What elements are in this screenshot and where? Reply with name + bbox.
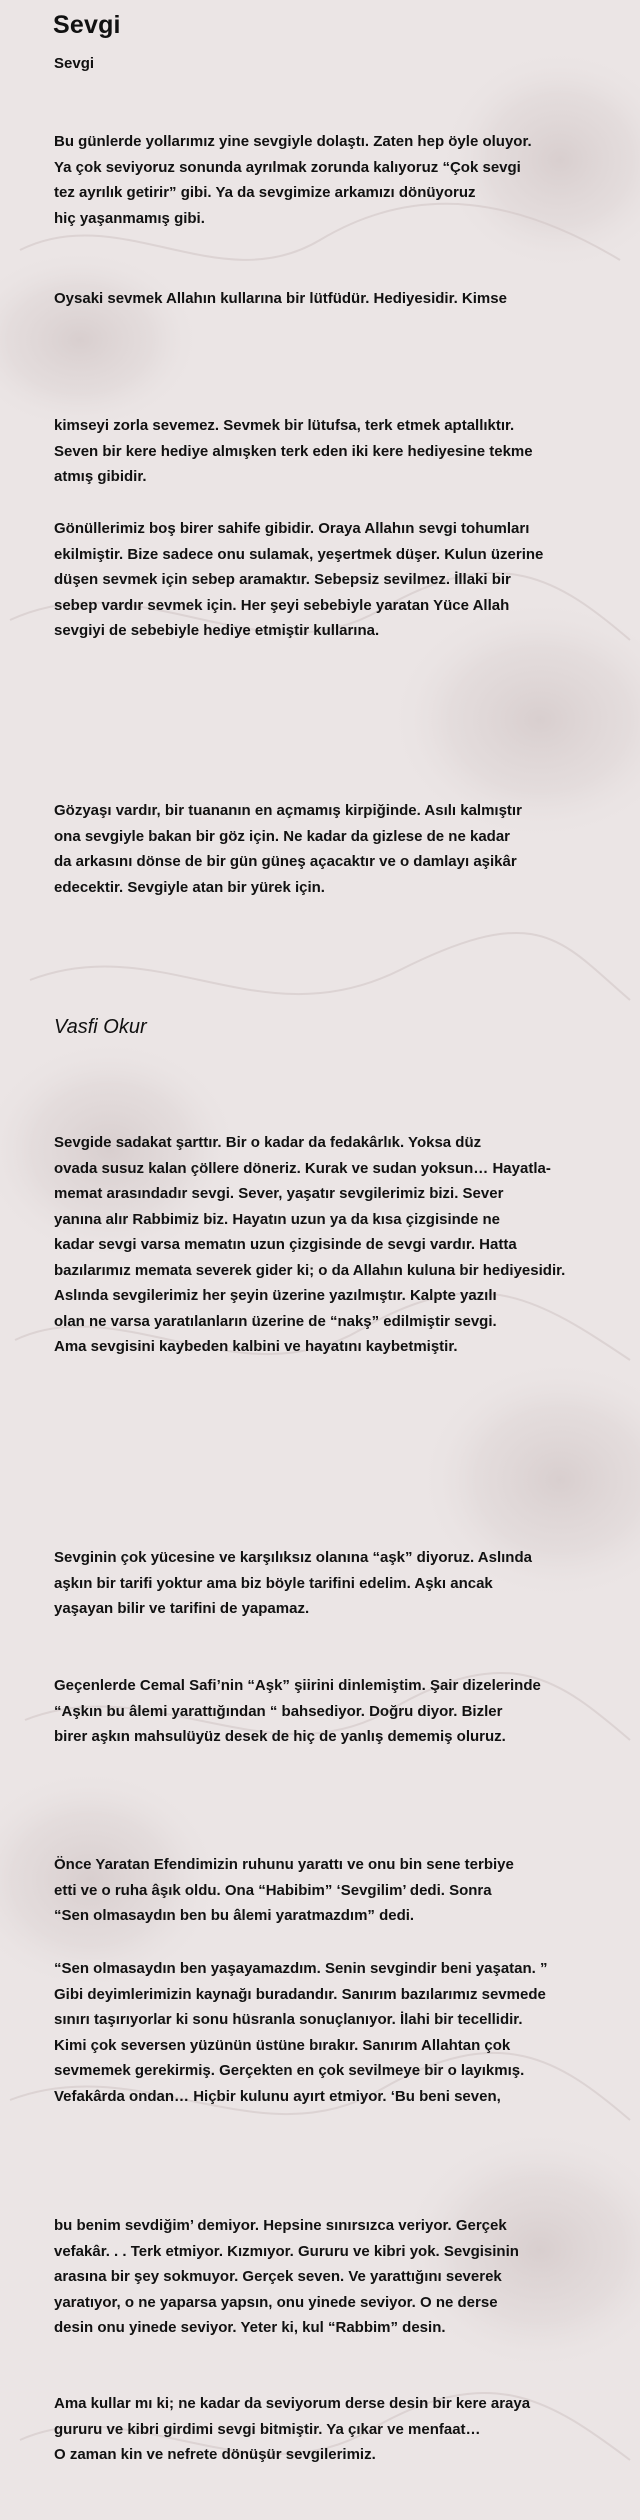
paragraph: Oysaki sevmek Allahın kullarına bir lütfüdür. Hediyesidir. Kimse bbox=[54, 290, 507, 307]
paragraph: bu benim sevdiğim’ demiyor. Hepsine sınırsızca veriyor. Gerçek vefakâr. . . Terk etmiyor. Kızmıyor. Gururu ve kibri yok. Sevgisinin arasına bir şey sokmuyor. Gerçek seven. Ve yarattığını severek yaratıyor, o ne yaparsa yapsın, onu yinede seviyor. O ne derse desin onu yinede seviyor. Yeter ki, kul “Rabbim” desin. bbox=[54, 2217, 519, 2336]
paragraph: Gönüllerimiz boş birer sahife gibidir. Oraya Allahın sevgi tohumları ekilmiştir. Bize sadece onu sulamak, yeşertmek düşer. Kulun üzerine düşen sevmek için sebep aramaktır. Sebepsiz sevilmez. İllaki bir sebep vardır sevmek için. Her şeyi sebebiyle yaratan Yüce Allah sevgiyi de sebebiyle hediye etmiştir kullarına. bbox=[54, 520, 544, 639]
paragraph: “Sen olmasaydın ben yaşayamazdım. Senin sevgindir beni yaşatan. ” Gibi deyimlerimizin kaynağı buradandır. Sanırım bazılarımız sevmede sınırı taşırıyorlar ki sonu hüsranla sonuçlanıyor. İlahi bir tecellidir. Kimi çok seversen yüzünün üstüne bırakır. Sanırım Allahtan çok sevmemek gerekirmiş. Gerçekten en çok sevilmeye bir o layıkmış. Vefakârda ondan… Hiçbir kulunu ayırt etmiyor. ‘Bu beni seven, bbox=[54, 1960, 548, 2105]
paragraph: Gözyaşı vardır, bir tuananın en açmamış kirpiğinde. Asılı kalmıştır ona sevgiyle bakan bir göz için. Ne kadar da gizlese de ne kadar da arkasını dönse de bir gün güneş açacaktır ve o damlayı aşikâr edecektir. Sevgiyle atan bir yürek için. bbox=[54, 802, 522, 896]
paragraph: kimseyi zorla sevemez. Sevmek bir lütufsa, terk etmek aptallıktır. Seven bir kere hediye almışken terk eden iki kere hediyesine tekme atmış gibidir. bbox=[54, 417, 533, 485]
paragraph: Sevgide sadakat şarttır. Bir o kadar da fedakârlık. Yoksa düz ovada susuz kalan çöllere döneriz. Kurak ve sudan yoksun… Hayatla- memat arasındadır sevgi. Sever, yaşatır sevgilerimiz bizi. Sever yanına alır Rabbimiz biz. Hayatın uzun ya da kısa çizgisinde ne kadar sevgi varsa mematın uzun çizgisinde de sevgi vardır. Hatta bazılarımız memata severek gider ki; o da Allahın kuluna bir hediyesidir. Aslında sevgilerimiz her şeyin üzerine yazılmıştır. Kalpte yazılı olan ne varsa yaratılanların üzerine de “nakş” edilmiştir sevgi. Ama sevgisini kaybeden kalbini ve hayatını kaybetmiştir. bbox=[54, 1134, 566, 1355]
paragraph: Sevginin çok yücesine ve karşılıksız olanına “aşk” diyoruz. Aslında aşkın bir tarifi yoktur ama biz böyle tarifini edelim. Aşkı ancak yaşayan bilir ve tarifini de yapamaz. bbox=[54, 1549, 532, 1617]
page-title: Sevgi bbox=[53, 11, 121, 39]
paragraph: Bu günlerde yollarımız yine sevgiyle dolaştı. Zaten hep öyle oluyor. Ya çok seviyoruz sonunda ayrılmak zorunda kalıyoruz “Çok sevgi tez ayrılık getirir” gibi. Ya da sevgimize arkamızı dönüyoruz hiç yaşanmamış gibi. bbox=[54, 133, 532, 227]
paragraph: Önce Yaratan Efendimizin ruhunu yarattı ve onu bin sene terbiye etti ve o ruha âşık oldu. Ona “Habibim” ‘Sevgilim’ dedi. Sonra “Sen olmasaydın ben bu âlemi yaratmazdım” dedi. bbox=[54, 1856, 514, 1924]
paragraph: Ama kullar mı ki; ne kadar da seviyorum derse desin bir kere araya gururu ve kibri girdimi sevgi bitmiştir. Ya çıkar ve menfaat… O zaman kin ve nefrete dönüşür sevgilerimiz. bbox=[54, 2395, 531, 2463]
page-subtitle: Sevgi bbox=[54, 55, 95, 72]
paragraph: Geçenlerde Cemal Safi’nin “Aşk” şiirini dinlemiştim. Şair dizelerinde “Aşkın bu âlemi yarattığından “ bahsediyor. Doğru diyor. Bizler birer aşkın mahsulüyüz desek de hiç de yanlış dememiş oluruz. bbox=[54, 1677, 541, 1745]
author-name: Vasfi Okur bbox=[54, 1016, 147, 1038]
